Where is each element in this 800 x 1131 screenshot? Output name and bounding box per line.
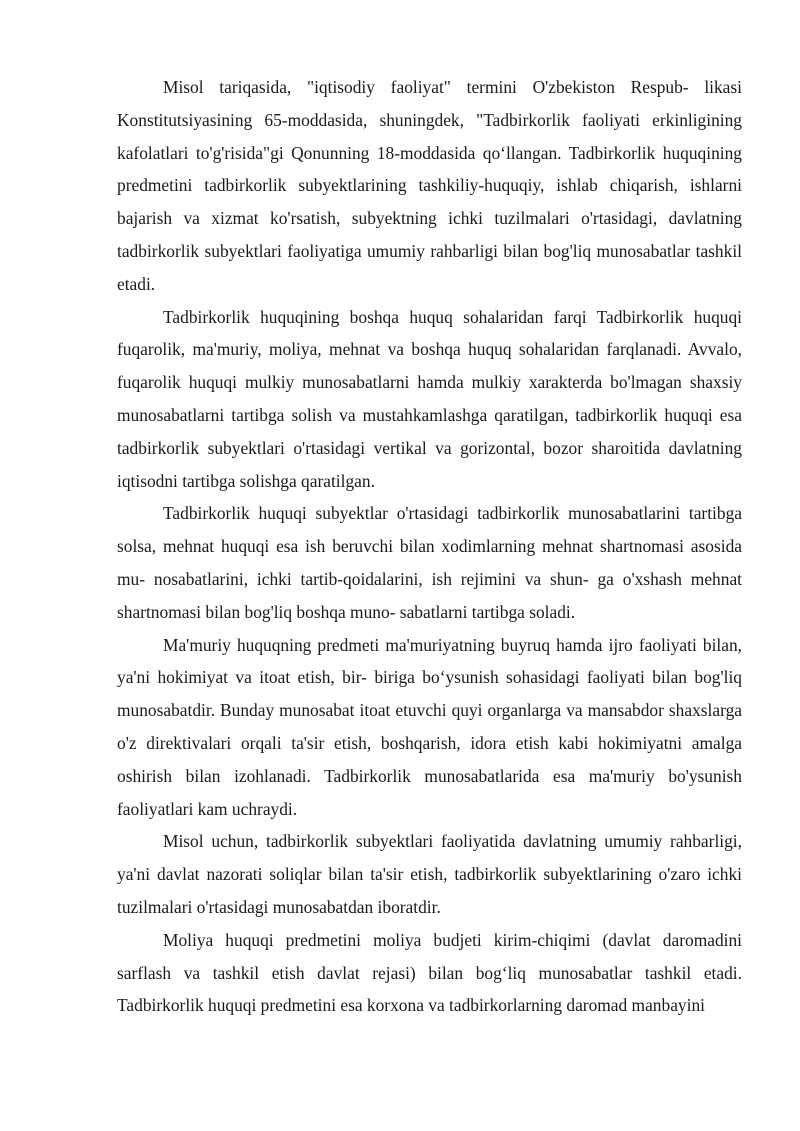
paragraph: Ma'muriy huquqning predmeti ma'muriyatning buyruq hamda ijro faoliyati bilan, ya'ni hokimiyat va itoat etish, bir- biriga bo‘ysunish sohasidagi faoliyati bilan bog'liq munosabatdir. Bunday munosabat itoat etuvchi quyi organlarga va mansabdor shaxslarga o'z direktivalari orqali ta'sir etish, boshqarish, idora etish kabi hokimiyatni amalga oshirish bilan izohlanadi. Tadbirkorlik munosabatlarida esa ma'muriy bo'ysunish faoliyatlari kam uchraydi.: [117, 634, 742, 819]
paragraph: Misol tariqasida, "iqtisodiy faoliyat" termini O'zbekiston Respub- likasi Konstitutsiyasining 65-moddasida, shuningdek, "Tadbirkorlik faoliyati erkinligining kafolatlari to'g'risida"gi Qonunning 18-moddasida qo‘llangan. Tadbirkorlik huquqining predmetini tadbirkorlik subyektlarining tashkiliy-huquqiy, ishlab chiqarish, ishlarni bajarish va xizmat ko'rsatish, subyektning ichki tuzilmalari o'rtasidagi, davlatning tadbirkorlik subyektlari faoliyatiga umumiy rahbarligi bilan bog'liq munosabatlar tashkil etadi.: [117, 77, 742, 294]
paragraph: Moliya huquqi predmetini moliya budjeti kirim-chiqimi (davlat daromadini sarflash va tashkil etish davlat rejasi) bilan bog‘liq munosabatlar tashkil etadi. Tadbirkorlik huquqi predmetini esa korxona va tadbirkorlarning daromad manbayini: [117, 929, 742, 1016]
paragraph: Tadbirkorlik huquqining boshqa huquq sohalaridan farqi Tadbirkorlik huquqi fuqarolik, ma'muriy, moliya, mehnat va boshqa huquq sohalaridan farqlanadi. Avvalo, fuqarolik huquqi mulkiy munosabatlarni hamda mulkiy xarakterda bo'lmagan shaxsiy munosabatlarni tartibga solish va mustahkamlashga qaratilgan, tadbirkorlik huquqi esa tadbirkorlik subyektlari o'rtasidagi vertikal va gorizontal, bozor sharoitida davlatning iqtisodni tartibga solishga qaratilgan.: [117, 306, 742, 491]
document-body: [117, 71, 742, 1022]
paragraph: Tadbirkorlik huquqi subyektlar o'rtasidagi tadbirkorlik munosabatlarini tartibga solsa, mehnat huquqi esa ish beruvchi bilan xodimlarning mehnat shartnomasi asosida mu- nosabatlarini, ichki tartib-qoidalarini, ish rejimini va shun- ga o'xshash mehnat shartnomasi bilan bog'liq boshqa muno- sabatlarni tartibga soladi.: [117, 503, 742, 622]
paragraph: Misol uchun, tadbirkorlik subyektlari faoliyatida davlatning umumiy rahbarligi, ya'ni davlat nazorati soliqlar bilan ta'sir etish, tadbirkorlik subyektlarining o'zaro ichki tuzilmalari o'rtasidagi munosabatdan iboratdir.: [117, 831, 742, 917]
